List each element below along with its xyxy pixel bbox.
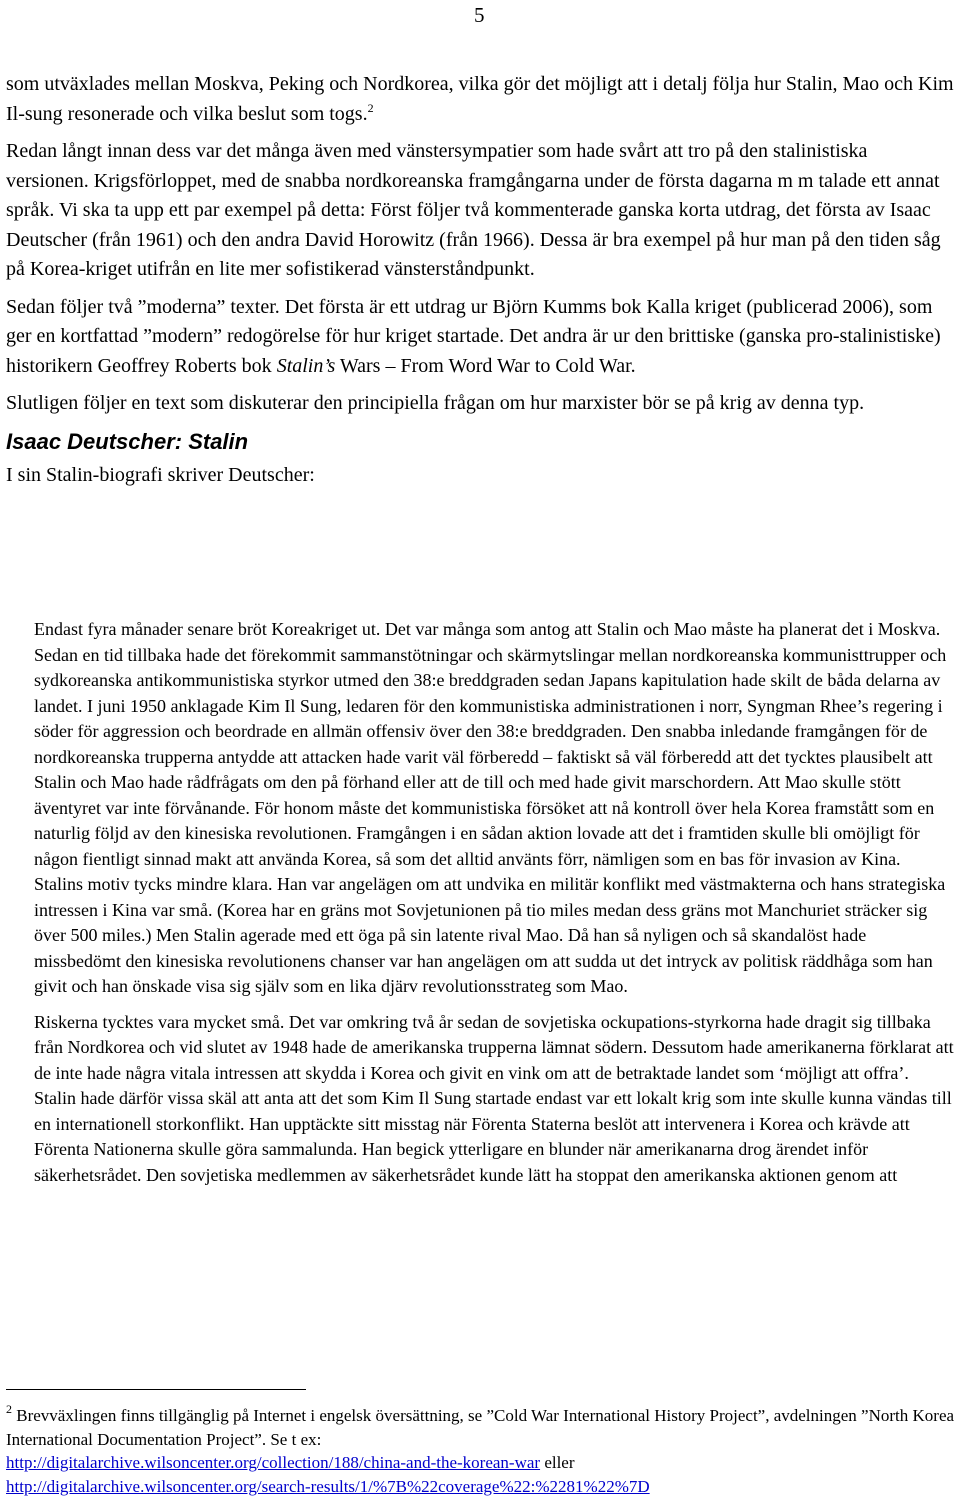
footnote-links-line-1 — [6, 1451, 956, 1475]
section-heading: Isaac Deutscher: Stalin — [6, 428, 249, 454]
block-quote — [34, 617, 954, 1198]
body-text — [6, 70, 954, 498]
page-number: 5 — [474, 3, 485, 27]
book-title-rest: Wars – From Word War to Cold War. — [335, 354, 636, 377]
footnote-links-line-2 — [6, 1475, 956, 1499]
intro-paragraph-1-text: som utväxlades mellan Moskva, Peking och Nordkorea, vilka gör det möjligt att i detalj följa hur Stalin, Mao och Kim Il-sung resonerade och vilka beslut som togs. — [6, 73, 954, 125]
footnote-reference[interactable]: 2 — [367, 100, 374, 115]
footnote-text — [6, 1404, 956, 1451]
footnote-link-1[interactable]: http://digitalarchive.wilsoncenter.org/collection/188/china-and-the-korean-war — [6, 1453, 541, 1472]
footnote-link-separator: eller — [540, 1453, 575, 1472]
intro-paragraph-4: Slutligen följer en text som diskuterar den principiella frågan om hur marxister bör se på krig av denna typ. — [6, 392, 865, 414]
footnote-divider — [6, 1389, 306, 1390]
section-lead: I sin Stalin-biografi skriver Deutscher: — [6, 463, 315, 486]
footnote-marker: 2 — [6, 1402, 12, 1416]
intro-paragraph-3-text: Sedan följer två ”moderna” texter. Det första är ett utdrag ur Björn Kumms bok Kalla kriget (publicerad 2006), som ger en kortfattad ”modern” redogörelse för hur kriget startade. Det andra är ur den brittiske (ganska pro-stalinistiske) historikern Geoffrey Roberts bok — [6, 295, 941, 377]
book-title-italic: Stalin’s — [276, 354, 336, 377]
intro-paragraph-1 — [6, 70, 954, 129]
intro-paragraph-3 — [6, 293, 954, 382]
quote-paragraph-2: Riskerna tycktes vara mycket små. Det var omkring två år sedan de sovjetiska ockupations-styrkorna hade dragit sig tillbaka från Nordkorea och vid slutet av 1948 hade de amerikanska trupperna lämnat södern. Dessutom hade amerikanerna förklarat att de inte hade några vitala intressen att skydda i Korea och givit en vink om att de betraktade landet som ‘möjligt att offra’. Stalin hade därför vissa skäl att anta att det som Kim Il Sung startade endast var ett lokalt krig som inte skulle kunna vändas till en internationell storkonflikt. Han upptäckte sitt misstag när Förenta Staterna beslöt att intervenera i Korea och krävde att Förenta Nationerna skulle göra sammalunda. Han begick ytterligare en blunder när amerikanarna drog ärendet inför säkerhetsrådet. Den sovjetiska medlemmen av säkerhetsrådet kunde lätt ha stoppat den amerikanska aktionen genom att — [34, 1011, 954, 1185]
quote-paragraph-1: Endast fyra månader senare bröt Koreakriget ut. Det var många som antog att Stalin och Mao måste ha planerat det i Moskva. Sedan en tid tillbaka hade det förekommit sammanstötningar och skärmytslingar mellan nordkoreanska kommunisttrupper och sydkoreanska antikommunistiska styrkor utmed den 38:e breddgraden sedan Japans kapitulation hade skilt de båda delarna av landet. I juni 1950 anklagade Kim Il Sung, ledaren för den kommunistiska administrationen i norr, Syngman Rhee’s regering i söder för aggression och beordrade en allmän offensiv över den 38:e breddgraden. Den snabba inledande framgången för de nordkoreanska trupperna antydde att attacken hade varit väl förberedd – faktiskt så väl förberedd att det tycktes plausibelt att Stalin och Mao hade rådfrågats om den på förhand eller att de till och med hade givit marschordern. Att Mao skulle stött äventyret var inte förvånande. För honom måste det kommunistiska försöket att nå kontroll över hela Korea framstått som en naturlig följd av den kinesiska revolutionen. Framgången i en sådan aktion lovade att det i framtiden skulle bli omöjligt för någon fientligt sinnad makt att använda Korea, så som det alltid använts förr, nämligen som en bas för invasion av Kina. Stalins motiv tycks mindre klara. Han var angelägen om att undvika en militär konflikt med västmakterna och hans strategiska intressen i Kina var små. (Korea har en gräns mot Sovjetunionen på tio miles medan dess gräns mot Manchuriet sträcker sig över 500 miles.) Men Stalin agerade med ett öga på sin latente rival Mao. Då han så nyligen och så skandalöst hade missbedömt den kinesiska revolutionens chanser var han angelägen om att sudda ut det intryck av politisk räddhåga som han givit och han önskade visa sig själv som en lika djärv revolutionsstrateg som Mao. — [34, 619, 947, 996]
footnote-link-2[interactable]: http://digitalarchive.wilsoncenter.org/search-results/1/%7B%22coverage%22:%2281%22%7D — [6, 1476, 650, 1496]
footnote-body: Brevväxlingen finns tillgänglig på Internet i engelsk översättning, se ”Cold War International History Project”, avdelningen ”North Korea International Documentation Project”. Se t ex: — [6, 1406, 955, 1449]
intro-paragraph-2: Redan långt innan dess var det många även med vänstersympatier som hade svårt att tro på den stalinistiska versionen. Krigsförloppet, med de snabba nordkoreanska framgångarna under de första dagarna m m talade ett annat språk. Vi ska ta upp ett par exempel på detta: Först följer två kommenterade ganska korta utdrag, det första av Isaac Deutscher (från 1961) och den andra David Horowitz (från 1966). Dessa är bra exempel på hur man på den tiden såg på Korea-kriget utifrån en lite mer sofistikerad vänsterståndpunkt. — [6, 140, 941, 280]
footnote — [6, 1404, 956, 1498]
